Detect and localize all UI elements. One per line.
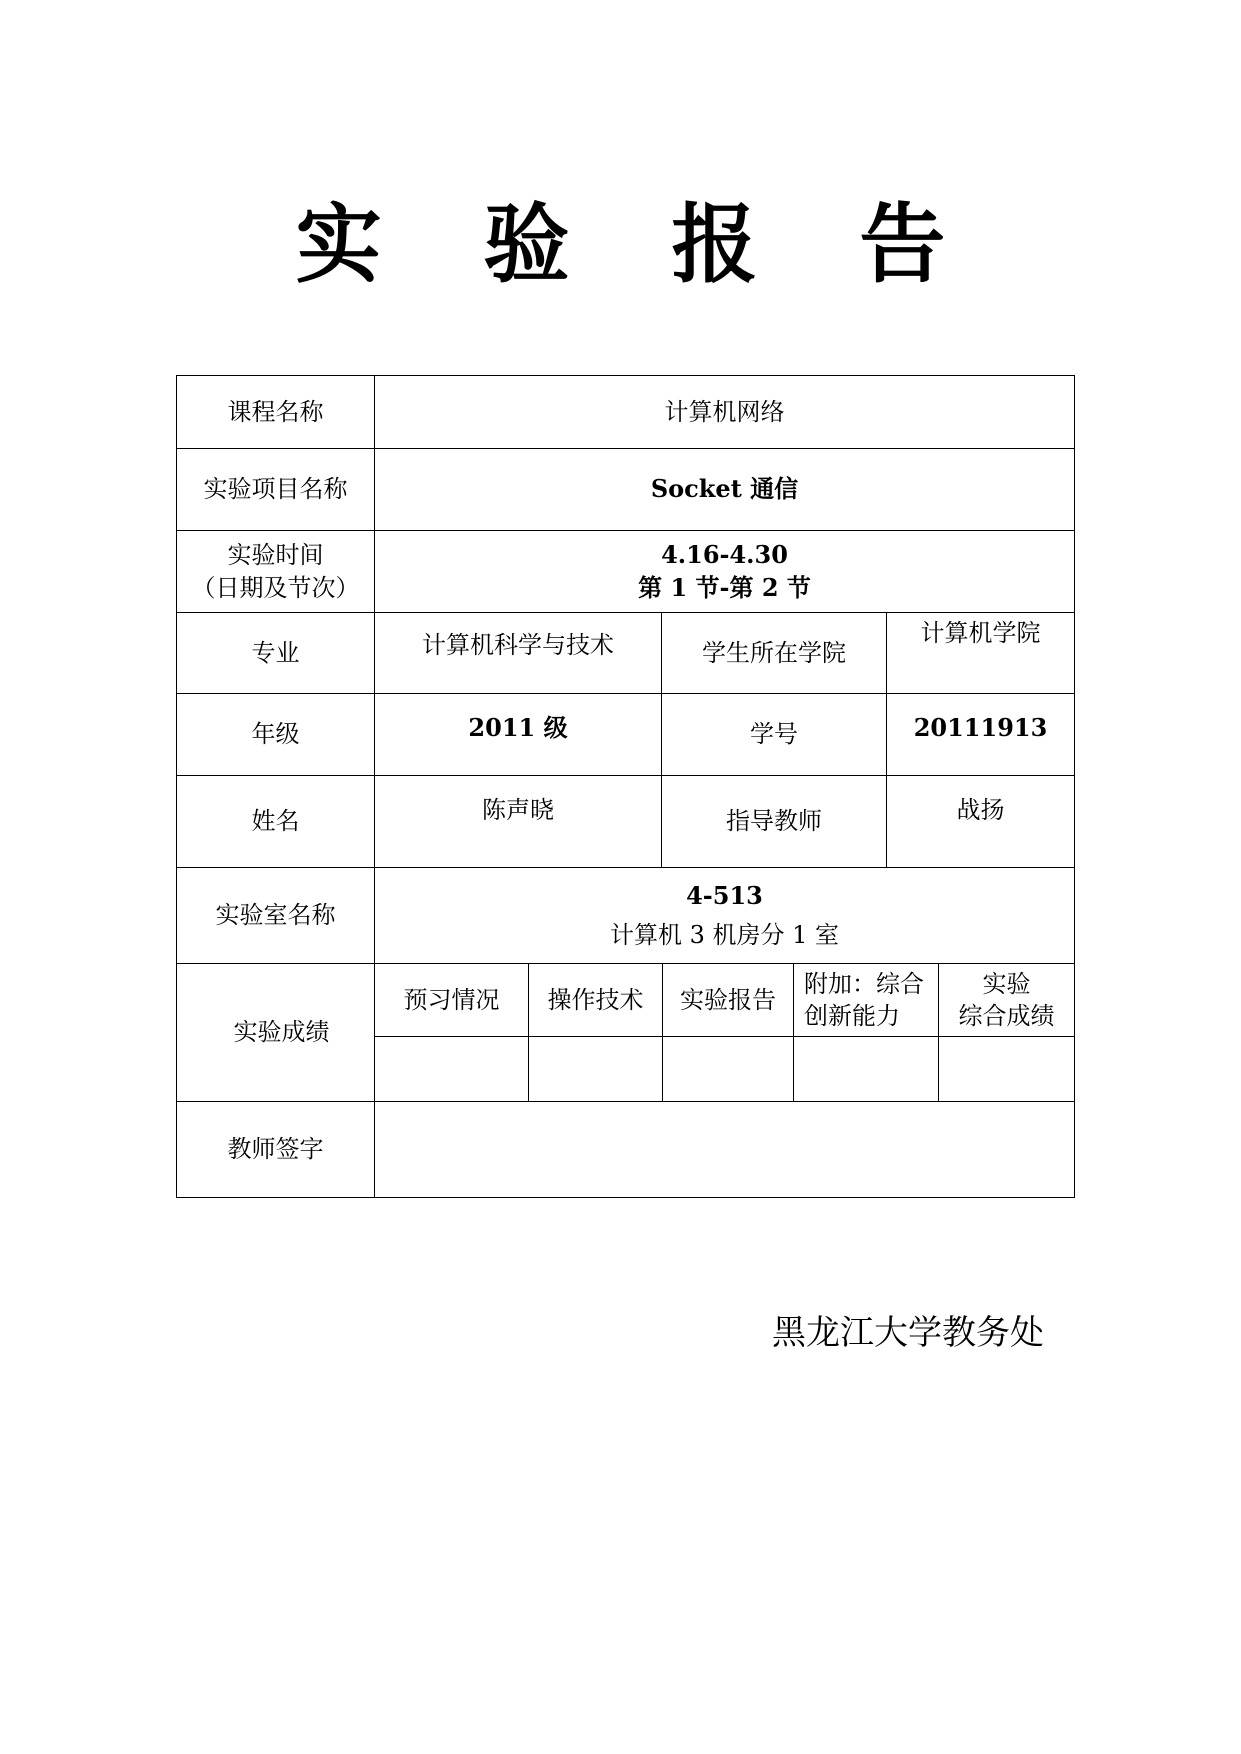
score-header-overall-line-1: 实验	[982, 969, 1031, 998]
score-header-report: 实验报告	[663, 964, 794, 1036]
time-label	[177, 531, 375, 612]
row-lab	[177, 868, 1074, 964]
report-table	[176, 375, 1075, 1198]
major-label: 专业	[177, 613, 375, 693]
title-char-3: 报	[671, 194, 758, 295]
score-label: 实验成绩	[177, 964, 375, 1101]
row-signature	[177, 1102, 1074, 1197]
row-major	[177, 613, 1074, 694]
major-value: 计算机科学与技术	[375, 613, 662, 693]
grade-value: 2011 级	[375, 694, 662, 775]
grade-label: 年级	[177, 694, 375, 775]
college-label: 学生所在学院	[662, 613, 887, 693]
project-label: 实验项目名称	[177, 449, 375, 530]
score-header-overall-line-2: 综合成绩	[958, 1002, 1055, 1030]
time-value-line-1: 4.16-4.30	[661, 540, 788, 570]
score-header-extra-line-2: 创新能力	[804, 1002, 900, 1030]
name-label: 姓名	[177, 776, 375, 867]
score-header-overall	[939, 964, 1074, 1036]
time-label-line-1: 实验时间	[227, 541, 324, 570]
row-grade	[177, 694, 1074, 776]
score-header-row	[375, 964, 1074, 1037]
row-time	[177, 531, 1074, 613]
page-title	[0, 175, 1241, 299]
student-id-label: 学号	[662, 694, 887, 775]
score-cell-overall[interactable]	[939, 1037, 1074, 1101]
name-value: 陈声晓	[375, 776, 662, 867]
score-header-extra-line-1: 附加：综合	[804, 969, 924, 998]
title-char-2: 验	[483, 194, 570, 295]
signature-label: 教师签字	[177, 1102, 375, 1197]
time-value	[375, 531, 1074, 612]
time-value-line-2: 第 1 节-第 2 节	[638, 572, 811, 602]
student-id-value: 20111913	[913, 713, 1048, 742]
advisor-value: 战扬	[956, 796, 1005, 824]
score-cell-extra[interactable]	[794, 1037, 939, 1101]
course-value: 计算机网络	[664, 397, 785, 426]
row-name	[177, 776, 1074, 868]
time-label-line-2: （日期及节次）	[191, 573, 360, 602]
lab-value-line-2: 计算机 3 机房分 1 室	[609, 920, 840, 949]
score-header-operation: 操作技术	[529, 964, 663, 1036]
issuer-name: 黑龙江大学教务处	[772, 1313, 1044, 1353]
score-header-preview: 预习情况	[375, 964, 529, 1036]
score-cell-preview[interactable]	[375, 1037, 529, 1101]
advisor-label: 指导教师	[662, 776, 887, 867]
lab-value	[375, 868, 1074, 963]
title-char-4: 告	[859, 194, 946, 295]
course-label: 课程名称	[177, 376, 375, 448]
row-project	[177, 449, 1074, 531]
score-value-row	[375, 1037, 1074, 1101]
row-score	[177, 964, 1074, 1102]
score-header-extra	[794, 964, 939, 1036]
project-value: Socket 通信	[650, 474, 799, 504]
college-value: 计算机学院	[920, 619, 1041, 647]
title-char-1: 实	[295, 194, 382, 295]
score-cell-operation[interactable]	[529, 1037, 663, 1101]
row-course	[177, 376, 1074, 449]
lab-value-line-1: 4-513	[686, 881, 763, 911]
score-block	[375, 964, 1074, 1101]
score-cell-report[interactable]	[663, 1037, 794, 1101]
signature-field[interactable]	[375, 1102, 1074, 1197]
lab-label: 实验室名称	[177, 868, 375, 963]
